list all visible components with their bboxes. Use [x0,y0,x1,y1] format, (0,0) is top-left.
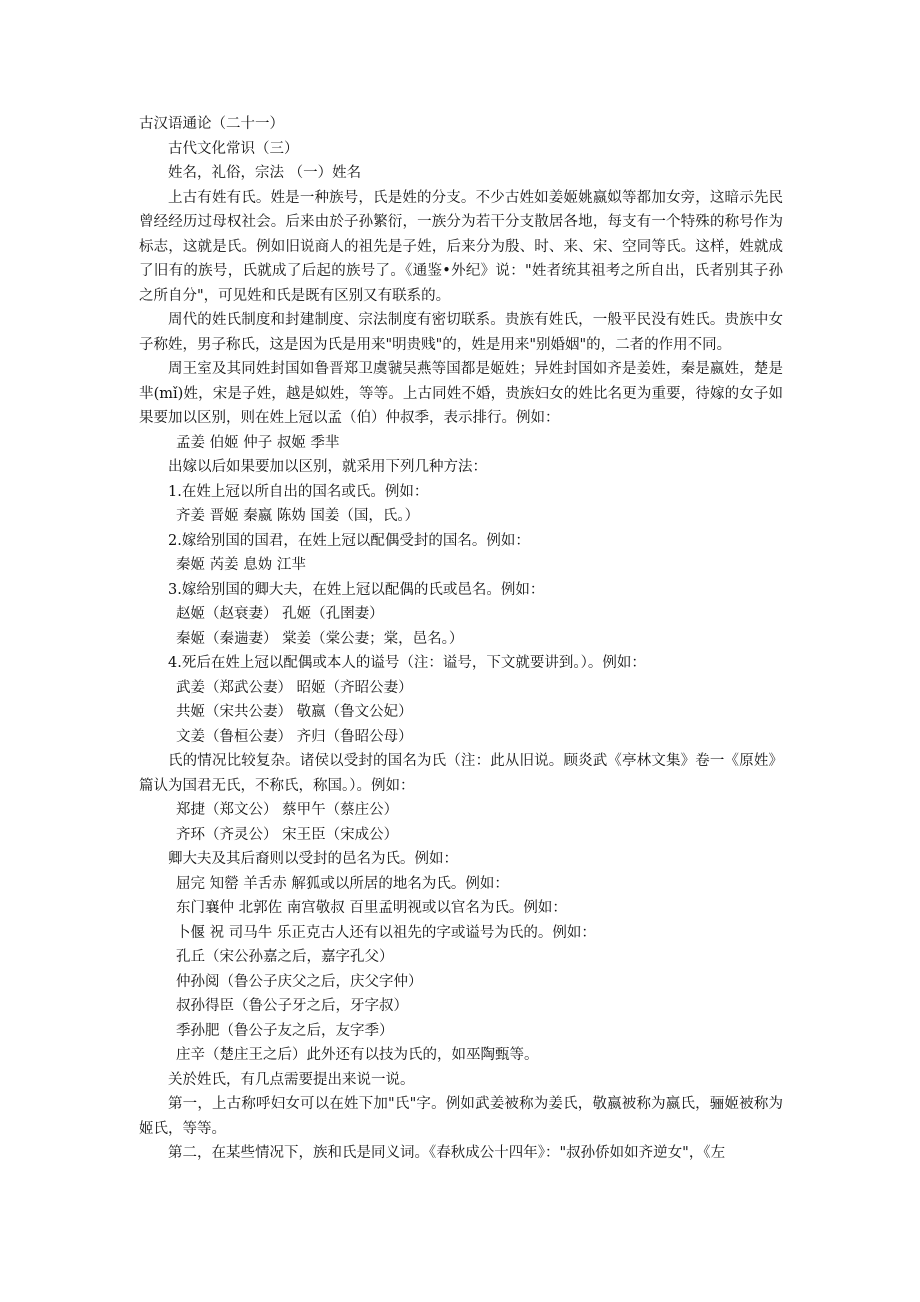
text-line: 3.嫁给别国的卿大夫，在姓上冠以配偶的氏或邑名。例如： [168,581,545,598]
paragraph: 周代的姓氏制度和封建制度、宗法制度有密切联系。贵族有姓氏，一般平民没有姓氏。贵族中女子称姓，男子称氏，这是因为氏是用来"明贵贱"的，姓是用来"别婚姻"的，二者的作用不同。 [139,312,783,353]
text-line: 秦姬 芮姜 息妫 江芈 [176,557,306,573]
text-line: 4.死后在姓上冠以配偶或本人的谥号（注：谥号，下文就要讲到。）。例如： [168,655,646,671]
text-line: 季孙肥（鲁公子友之后，友字季） [176,1022,394,1039]
text-line: 孔丘（宋公孙嘉之后，嘉字孔父） [176,949,394,965]
document-title: 古汉语通论（二十一） [139,116,284,132]
text-line: 姓名，礼俗，宗法 （一）姓名 [168,165,362,181]
paragraph: 第二，在某些情况下，族和氏是同义词。《春秋成公十四年》："叔孙侨如如齐逆女"，《左 [168,1145,726,1161]
text-line: 1.在姓上冠以所自出的国名或氏。例如： [168,483,429,500]
text-line: 庄辛（楚庄王之后）此外还有以技为氏的，如巫陶甄等。 [176,1047,539,1063]
text-line: 出嫁以后如果要加以区别，就采用下列几种方法： [168,459,487,475]
text-line: 文姜（鲁桓公妻） 齐归（鲁昭公母） [176,728,413,745]
paragraph: 第一，上古称呼妇女可以在姓下加"氏"字。例如武姜被称为姜氏，敬嬴被称为嬴氏，骊姬被称为姬氏，等等。 [139,1096,783,1137]
text-line: 齐环（齐灵公） 宋王臣（宋成公） [176,826,399,843]
text-line: 叔孙得臣（鲁公子牙之后，牙字叔） [176,998,408,1014]
text-line: 赵姬（赵衰妻） 孔姬（孔圉妻） [176,606,384,622]
text-line: 郑捷（郑文公） 蔡甲午（蔡庄公） [176,802,399,818]
text-line: 屈完 知罃 羊舌赤 解狐或以所居的地名为氏。例如： [176,875,509,892]
text-line: 秦姬（秦遄妻） 棠姜（棠公妻；棠，邑名。） [176,630,464,647]
text-line: 卿大夫及其后裔则以受封的邑名为氏。例如： [168,851,458,867]
text-line: 卜偃 祝 司马牛 乐正克古人还有以祖先的字或谥号为氏的。例如： [176,924,596,941]
paragraph: 氏的情况比较复杂。诸侯以受封的国名为氏（注：此从旧说。顾炎武《亭林文集》卷一《原姓》篇认为国君无氏，不称氏，称国。）。例如： [139,753,783,794]
document-body [139,112,783,1166]
text-line: 孟姜 伯姬 仲子 叔姬 季芈 [176,434,340,451]
text-line: 古代文化常识（三） [168,140,299,157]
text-line: 齐姜 晋姬 秦嬴 陈妫 国姜（国，氏。） [176,508,420,524]
text-line: 武姜（郑武公妻） 昭姬（齐昭公妻） [176,679,413,696]
text-line: 共姬（宋共公妻） 敬嬴（鲁文公妃） [176,704,413,720]
paragraph: 周王室及其同姓封国如鲁晋郑卫虞虢吴燕等国都是姬姓；异姓封国如齐是姜姓，秦是嬴姓，楚是芈(mǐ)姓，宋是子姓，越是姒姓，等等。上古同姓不婚，贵族妇女的姓比名更为重要，待嫁的女子如果要加以区别，则在姓上冠以孟（伯）仲叔季，表示排行。例如： [139,361,783,426]
text-line: 2.嫁给别国的国君，在姓上冠以配偶受封的国名。例如： [168,532,530,549]
text-line: 东门襄仲 北郭佐 南宫敬叔 百里孟明视或以官名为氏。例如： [176,900,567,916]
text-line: 仲孙阅（鲁公子庆父之后，庆父字仲） [176,973,423,990]
paragraph: 上古有姓有氏。姓是一种族号，氏是姓的分支。不少古姓如姜姬姚嬴姒等都加女旁，这暗示先民曾经经历过母权社会。后来由於子孙繁衍，一族分为若干分支散居各地，每支有一个特殊的称号作为标志，这就是氏。例如旧说商人的祖先是子姓，后来分为殷、时、来、宋、空同等氏。这样，姓就成了旧有的族号，氏就成了后起的族号了。《通鉴•外纪》说："姓者统其祖考之所自出，氏者别其子孙之所自分"，可见姓和氏是既有区别又有联系的。 [139,189,783,304]
text-line: 关於姓氏，有几点需要提出来说一说。 [168,1071,415,1088]
